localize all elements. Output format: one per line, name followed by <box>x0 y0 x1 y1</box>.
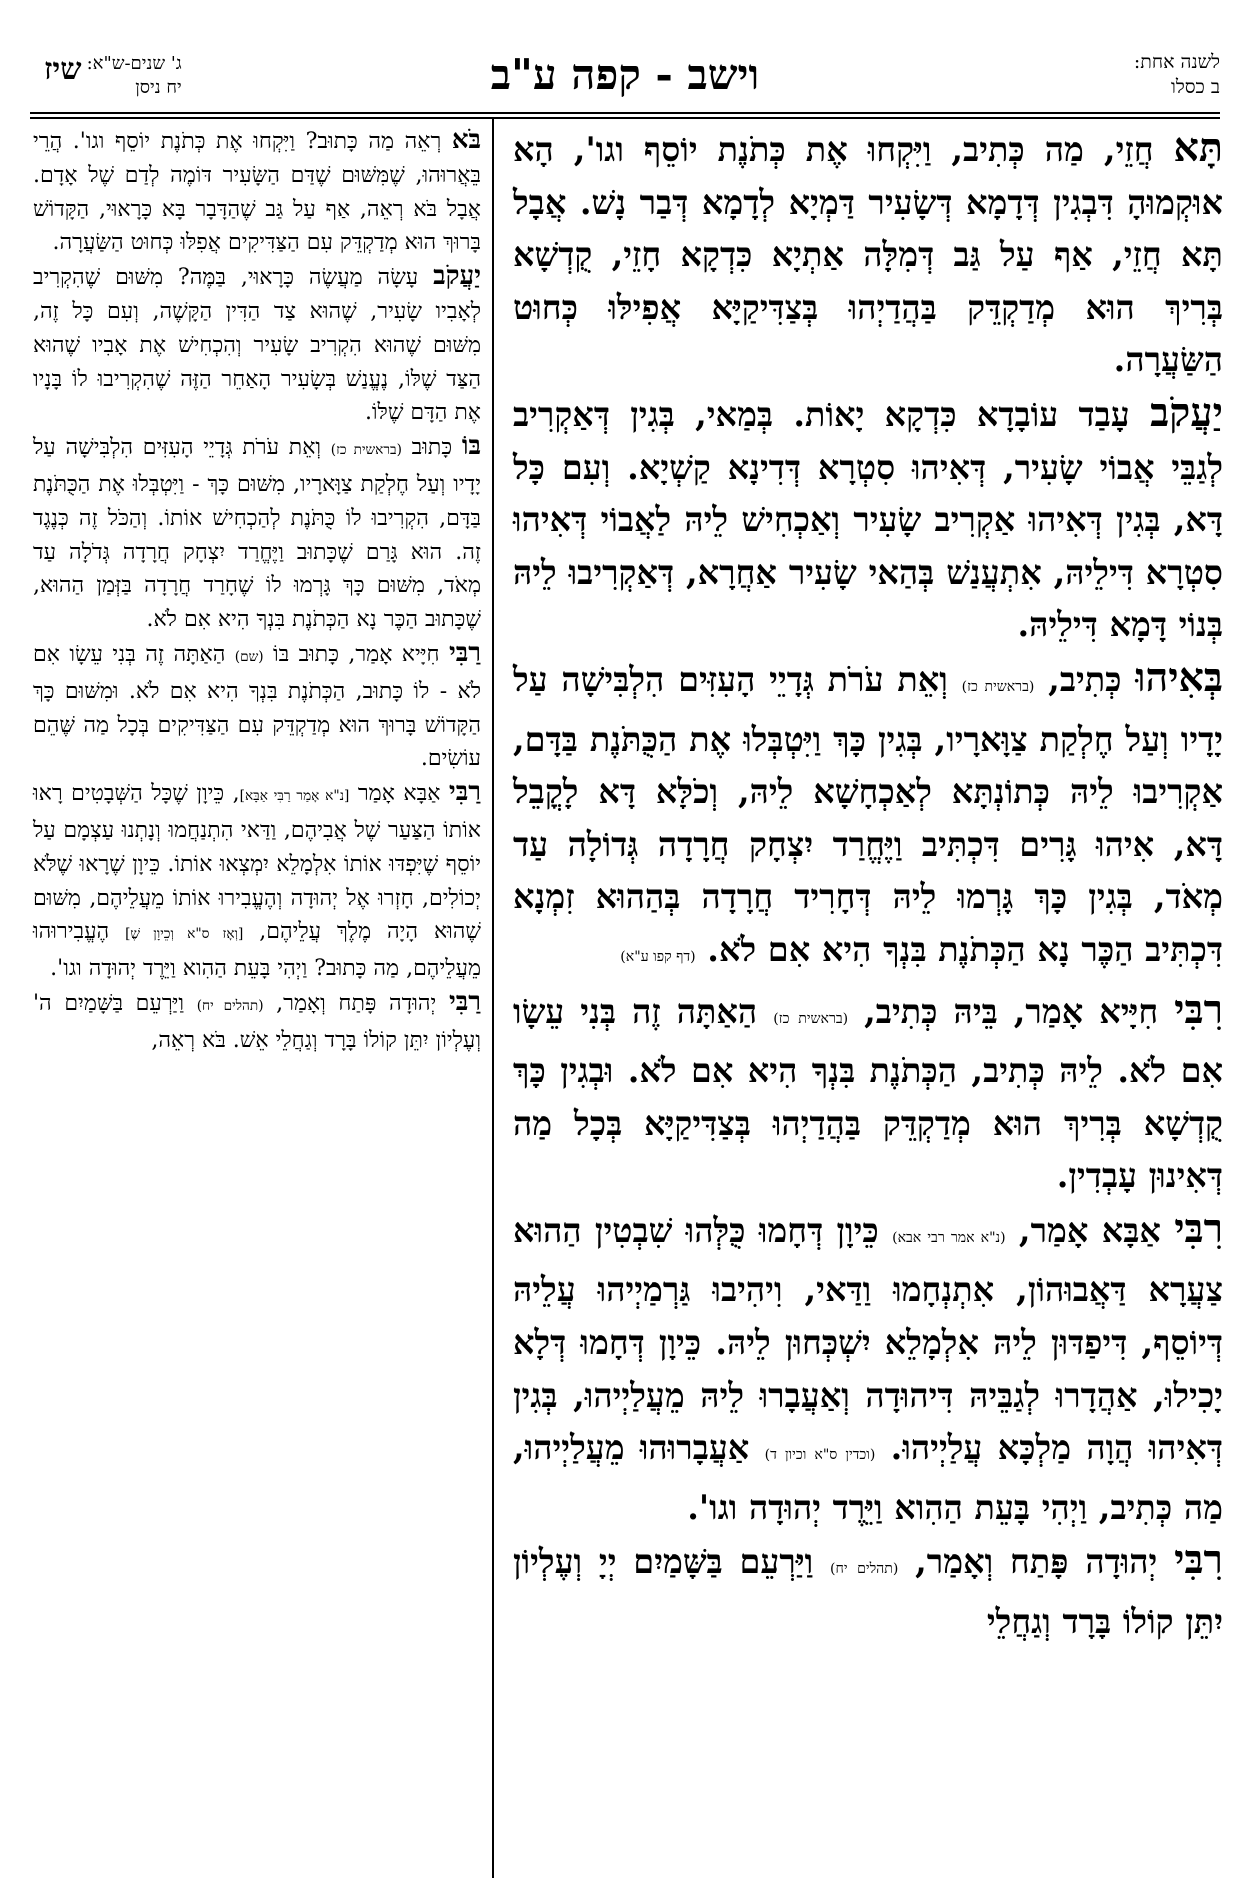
text-paragraph <box>513 1203 1223 1535</box>
aramaic-text-column <box>513 122 1223 1877</box>
schedule-one-year-date: ב כסלו <box>1170 76 1220 98</box>
paragraph-opening-word: תָּא <box>1173 125 1223 171</box>
paragraph-text: חִיָּיא אָמַר, בֵּיהּ כְּתִיב, <box>848 991 1175 1031</box>
paragraph-opening-word: בְּאִיהוּ <box>1135 654 1223 701</box>
paragraph-text: כָּתוּב <box>401 435 462 461</box>
schedule-three-years <box>87 52 182 100</box>
paragraph-opening-word: רִבִּי <box>1174 986 1223 1033</box>
source-reference: (תהלים יח) <box>830 1561 899 1578</box>
paragraph-text: הֶעֱבִירוּהוּ מֵעֲלֵיהֶם, מַה כָּתוּב? וַיְהִי בָּעֵת הַהִוא וַיֵּרֶד יְהוּדָה וגו'. <box>33 919 481 982</box>
text-paragraph <box>33 637 481 776</box>
hebrew-translation-column <box>33 124 481 1874</box>
text-paragraph <box>513 122 1223 387</box>
source-reference: (נ"א אמר רבי אבא) <box>892 1229 1006 1246</box>
text-paragraph <box>33 986 481 1058</box>
paragraph-text: כֵּיוָן דְּחָמוּ כֻּלְּהוּ שִׁבְטִין הַהוּא צַעֲרָא דַּאֲבוּהוֹן, אִתְנְחָמוּ וַדַּאי, וִיהִיבוּ גַּרְמַיְיהוּ עֲלֵיהּ דְּיוֹסֵף, דִּיפַדּוּן לֵיהּ אִלְמָלֵא יִשְׁכְּחוּן לֵיהּ. כֵּיוָן דְּחָמוּ דְּלָא יָכִילוּ, אַהֲדָרוּ לְגַבֵּיהּ דִּיהוּדָה וְאַעֲבָרוּ לֵיהּ מֵעֲלַיְיהוּ, בְּגִין דְּאִיהוּ הֲוָה מַלְכָּא עֲלַיְיהוּ. <box>513 1210 1223 1468</box>
text-paragraph <box>33 124 481 260</box>
source-reference: (בראשית כז) <box>330 442 402 459</box>
paragraph-text: וְאֵת עֹרֹת גְּדָיֵי הָעִזִּים הִלְבִּישָׁה עַל יָדָיו וְעַל חֶלְקַת צַוָּארָיו, מִשּׁוּם כָּךְ - וַיִּטְבְּלוּ אֶת הַכֻּתֹּנֶת בַּדָּם, הִקְרִיבוּ לוֹ כֻּתֹּנֶת לְהַכְחִישׁ אוֹתוֹ. וְהַכֹּל זֶה כְּנֶגֶד זֶה. הוּא גָּרַם שֶׁכָּתוּב וַיֶּחֱרַד יִצְחָק חֲרָדָה גְּדֹלָה עַד מְאֹד, מִשּׁוּם כָּךְ גָּרְמוּ לוֹ שֶׁחָרַד חֲרָדָה בַּזְּמַן הַהוּא, שֶׁכָּתוּב הַכֶּר נָא הַכְּתֹנֶת בִּנְךָ הִיא אִם לֹא. <box>33 435 481 633</box>
paragraph-text: כְּתִיב, <box>1034 659 1136 699</box>
text-paragraph <box>513 984 1223 1203</box>
text-paragraph <box>513 387 1223 652</box>
source-reference: [נ"א אָמַר רַבִּי אַבָּא] <box>239 788 350 805</box>
source-reference: [וְאָז ס"א וְכֵיוָן שֶׁ] <box>125 926 244 943</box>
header-rule-top <box>30 112 1220 114</box>
paragraph-text: הַאַתָּה זֶה בְּנִי עֵשָׂו אִם לֹא. לֵיהּ כְּתִיב, הַכְּתֹנֶת בִּנְךָ הִיא אִם לֹא. וּבְגִין כָּךְ קֻדְשָׁא בְּרִיךְ הוּא מְדַקְדֵּק בַּהֲדַיְהוּ בְּצַדִּיקַיָּא בְּכָל מַה דְּאִינוּן עָבְדִין. <box>513 991 1223 1196</box>
schedule-one-year-label: לשנה אחת: <box>1133 51 1220 73</box>
header-three-year-schedule <box>30 52 182 100</box>
paragraph-text: עָבַד עוֹבָדָא כִּדְקָא יָאוֹת. בְּמַאי, בְּגִין דְּאַקְרִיב לְגַבֵּי אֲבוֹי שָׂעִיר, דְּאִיהוּ סִטְרָא דְּדִינָא קַשְׁיָא. וְעִם כָּל דָּא, בְּגִין דְּאִיהוּ אַקְרִיב שָׂעִיר וְאַכְחִישׁ לֵיהּ לַאֲבוֹי דְּאִיהוּ סִטְרָא דִּילֵיהּ, אִתְעֲנַשׁ בְּהַאי שָׂעִיר אַחֲרָא, דְּאַקְרִיבוּ לֵיהּ בְּנוֹי דָּמָא דִּילֵיהּ. <box>513 394 1223 645</box>
paragraph-opening-word: רַבִּי <box>448 986 481 1017</box>
text-paragraph <box>33 430 481 637</box>
paragraph-text: עָשָׂה מַעֲשֶׂה כָּרָאוּי, בַּמֶּה? מִשּׁוּם שֶׁהִקְרִיב לְאָבִיו שָׂעִיר, שֶׁהוּא צַד הַדִּין הַקָּשֶׁה, וְעִם כָּל זֶה, מִשּׁוּם שֶׁהוּא הִקְרִיב שָׂעִיר וְהִכְחִישׁ אֶת אָבִיו שֶׁהוּא הַצַּד שֶׁלּוֹ, נֶעֱנַשׁ בְּשָׂעִיר הָאַחֵר הַזֶּה שֶׁהִקְרִיבוּ לוֹ בָּנָיו אֶת הַדָּם שֶׁלּוֹ. <box>33 265 481 426</box>
paragraph-text: יְהוּדָה פָּתַח וְאָמַר, <box>263 990 449 1016</box>
source-reference: (דף קפו ע"א) <box>620 948 696 965</box>
paragraph-opening-word: רִבִּי <box>1174 1537 1223 1584</box>
paragraph-text: רְאֵה מַה כָּתוּב? וַיִּקְחוּ אֶת כְּתֹנֶת יוֹסֵף וגו'. הֲרֵי בֵּאֲרוּהוּ, שֶׁמִּשּׁוּם שֶׁדַּם הַשָּׂעִיר דּוֹמֶה לְדַם שֶׁל אָדָם. אֲבָל בֹּא רְאֵה, אַף עַל גַּב שֶׁהַדָּבָר בָּא כָּרָאוּי, הַקָּדוֹשׁ בָּרוּךְ הוּא מְדַקְדֵּק עִם הַצַּדִּיקִים אֲפִלּוּ כְּחוּט הַשַּׂעֲרָה. <box>33 129 481 256</box>
source-reference: (בראשית כז) <box>961 678 1035 695</box>
paragraph-text: וַיַּרְעֵם בַּשָּׁמַיִם יְיָ וְעֶלְיוֹן יִתֵּן קוֹלוֹ בָּרָד וְגַחֲלֵי <box>513 1542 1223 1642</box>
schedule-three-years-date: יח ניסן <box>135 77 182 98</box>
text-paragraph <box>33 776 481 986</box>
paragraph-text: חֲזֵי, מַה כְּתִיב, וַיִּקְחוּ אֶת כְּתֹנֶת יוֹסֵף וגו', הָא אוּקְמוּהָ דִּבְגִין דְּדָמָא דְּשָׂעִיר דַּמְיָא לְדָמָא דְּבַר נָשׁ. אֲבָל תָּא חֲזֵי, אַף עַל גַּב דְּמִלָּה אַתְיָא כִּדְקָא חָזֵי, קֻדְשָׁא בְּרִיךְ הוּא מְדַקְדֵּק בַּהֲדַיְהוּ בְּצַדִּיקַיָּא אֲפִילּוּ כְּחוּט הַשַּׂעֲרָה. <box>513 130 1223 380</box>
paragraph-text: אַעֲבָרוּהוּ מֵעֲלַיְיהוּ, מַה כְּתִיב, וַיְהִי בָּעֵת הַהִוא וַיֵּרֶד יְהוּדָה וגו'. <box>513 1428 1223 1527</box>
paragraph-text: חִיָּיא אָמַר, כָּתוּב בּוֹ <box>263 641 449 667</box>
source-reference: (שם) <box>234 648 264 665</box>
source-reference: (תהלים יח) <box>196 997 264 1014</box>
text-paragraph <box>513 1534 1223 1648</box>
source-reference: (בראשית כז) <box>773 1010 849 1027</box>
paragraph-opening-word: רַבִּי <box>448 637 482 668</box>
source-reference: (וכדין ס"א וכיון ד) <box>764 1447 876 1464</box>
paragraph-text: יְהוּדָה פָּתַח וְאָמַר, <box>898 1542 1175 1582</box>
paragraph-text: הַאַתָּה זֶה בְּנִי עֵשָׂו אִם לֹא - לוֹ כָּתוּב, הַכְּתֹנֶת בִּנְךָ הִיא אִם לֹא. וּמִשּׁוּם כָּךְ הַקָּדוֹשׁ בָּרוּךְ הוּא מְדַקְדֵּק עִם הַצַּדִּיקִים בְּכָל מַה שֶּׁהֵם עוֹשִׂים. <box>33 641 481 772</box>
page-number: שיז <box>44 52 82 87</box>
paragraph-opening-word: יַעֲקֹב <box>1150 389 1223 436</box>
paragraph-opening-word: בֹּא <box>451 125 481 155</box>
text-paragraph <box>513 652 1223 984</box>
column-divider <box>492 118 494 1878</box>
paragraph-text: וַיַּרְעֵם בַּשָּׁמַיִם ה' וְעֶלְיוֹן יִתֵּן קוֹלוֹ בָּרָד וְגַחֲלֵי אֵשׁ. בֹּא רְאֵה, <box>33 990 481 1053</box>
page-header <box>30 50 1220 110</box>
paragraph-text: אַבָּא אָמַר, <box>1005 1210 1175 1250</box>
header-rule-bottom <box>30 117 1220 119</box>
paragraph-opening-word: רִבִּי <box>1174 1205 1224 1252</box>
schedule-three-years-label: ג' שנים-ש"א: <box>86 53 182 74</box>
paragraph-opening-word: בּוֹ <box>461 431 481 462</box>
paragraph-text: וְאֵת עֹרֹת גְּדָיֵי הָעִזִּים הִלְבִּישָׁה עַל יָדָיו וְעַל חֶלְקַת צַוָּארָיו, בְּגִין כָּךְ וַיִּטְבְּלוּ אֶת הַכֻּתֹּנֶת בַּדָּם, אַקְרִיבוּ לֵיהּ כְּתוֹנְתָּא לְאַכְחָשָׁא לֵיהּ, וְכֹלָּא דָּא לָקֳבֵל דָּא, אִיהוּ גָּרִים דִּכְתִּיב וַיֶּחֱרַד יִצְחָק חֲרָדָה גְּדוֹלָה עַד מְאֹד, בְּגִין כָּךְ גָּרְמוּ לֵיהּ דְּחָרִיד חֲרָדָה בְּהַהוּא זִמְנָא דִּכְתִּיב הַכֶּר נָא הַכְּתֹנֶת בִּנְךָ הִיא אִם לֹא. <box>513 659 1223 969</box>
paragraph-text: אַבָּא אָמַר <box>349 781 449 807</box>
text-paragraph <box>33 260 481 430</box>
paragraph-opening-word: רַבִּי <box>448 777 481 808</box>
paragraph-text: , כֵּיוָן שֶׁכָּל הַשְּׁבָטִים רָאוּ אוֹתוֹ הַצַּעַר שֶׁל אֲבִיהֶם, וַדַּאי הִתְנַחֲמוּ וְנָתְנוּ עַצְמָם עַל יוֹסֵף שֶׁיִּפְדּוּ אוֹתוֹ אִלְמָלֵא יִמְצְאוּ אוֹתוֹ. כֵּיוָן שֶׁרָאוּ שֶׁלֹּא יְכוֹלִים, חָזְרוּ אֶל יְהוּדָה וְהֶעֱבִירוּ אוֹתוֹ מֵעֲלֵיהֶם, מִשּׁוּם שֶׁהוּא הָיָה מֶלֶךְ עֲלֵיהֶם, <box>33 781 482 945</box>
paragraph-opening-word: יַעֲקֹב <box>433 261 481 292</box>
page-title: וישב - קפה ע"ב <box>490 50 760 99</box>
